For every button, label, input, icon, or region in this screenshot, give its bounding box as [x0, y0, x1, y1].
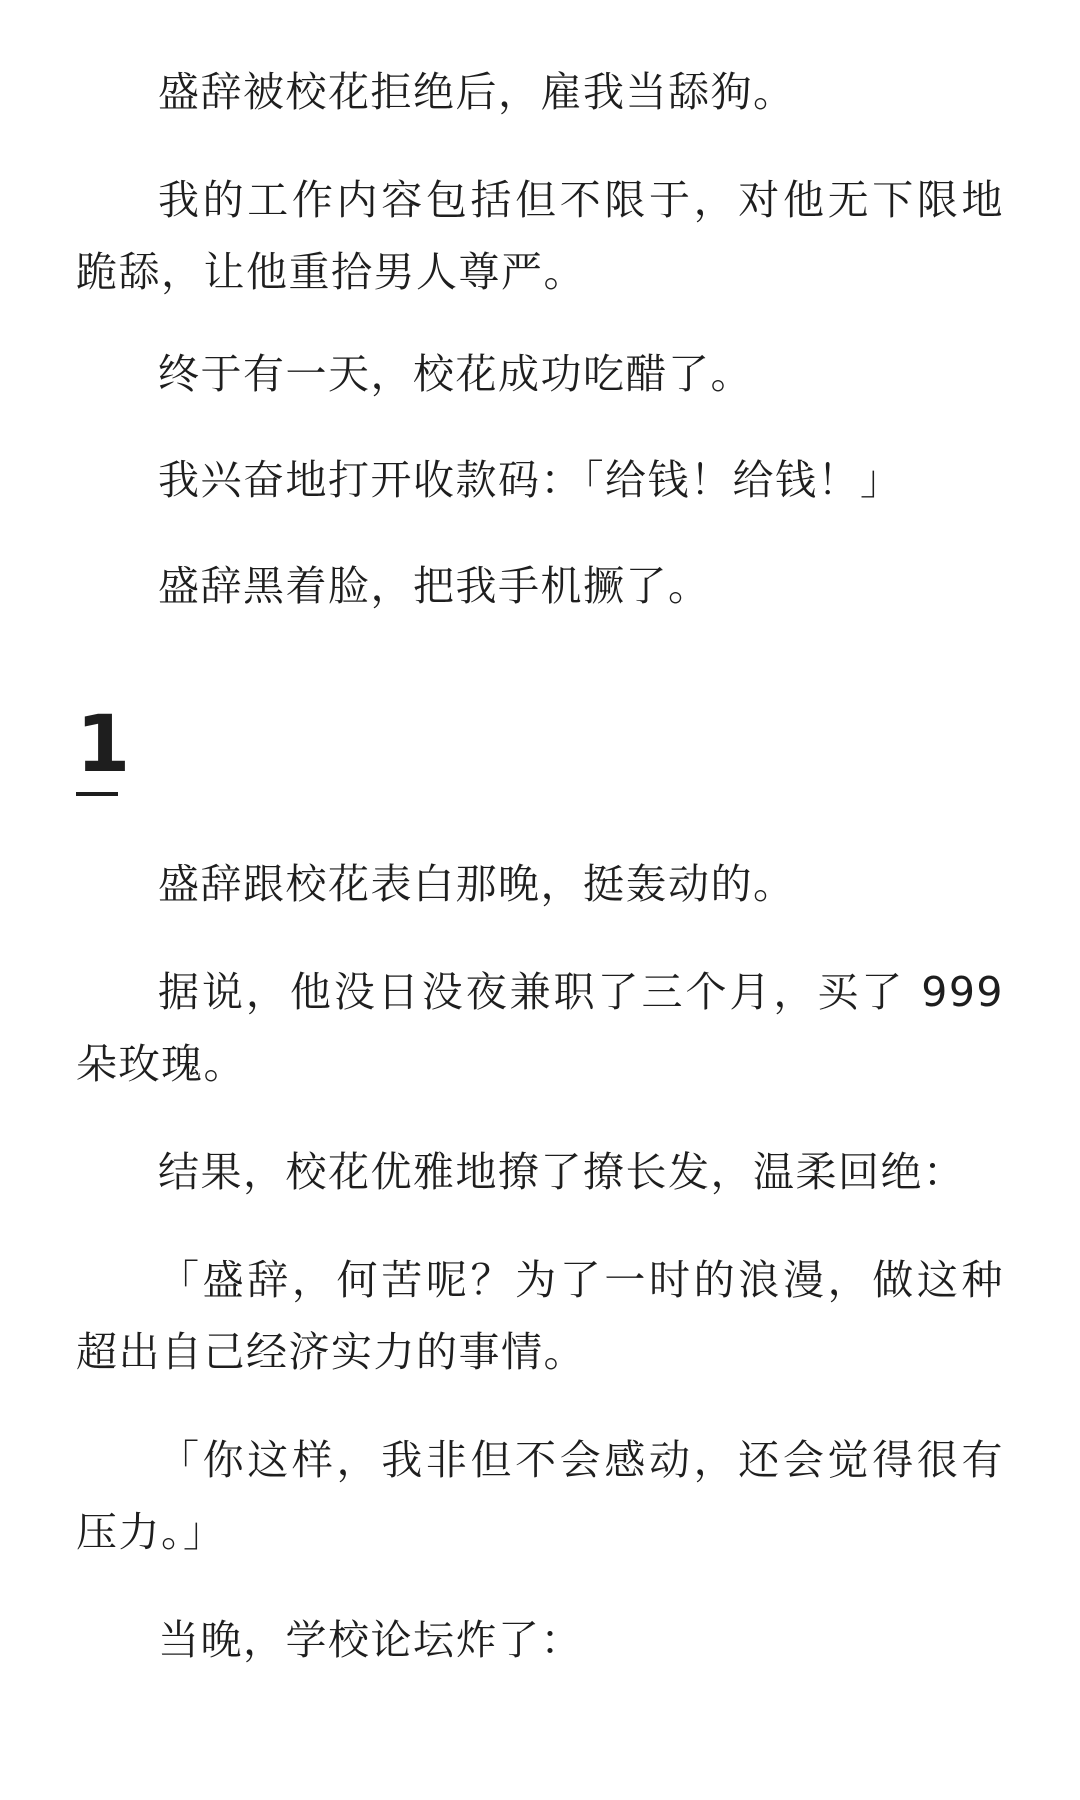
paragraph: 我的工作内容包括但不限于，对他无下限地跪舔，让他重拾男人尊严。 — [76, 176, 1004, 296]
paragraph: 我兴奋地打开收款码：「给钱！给钱！」 — [158, 456, 903, 504]
paragraph: 盛辞黑着脸，把我手机撅了。 — [158, 562, 711, 610]
paragraph: 终于有一天，校花成功吃醋了。 — [158, 350, 753, 398]
paragraph: 结果，校花优雅地撩了撩长发，温柔回绝： — [158, 1148, 966, 1196]
paragraph: 「盛辞，何苦呢？为了一时的浪漫，做这种超出自己经济实力的事情。 — [76, 1256, 1004, 1376]
paragraph: 盛辞被校花拒绝后，雇我当舔狗。 — [158, 68, 796, 116]
paragraph: 据说，他没日没夜兼职了三个月，买了 999 朵玫瑰。 — [76, 968, 1004, 1088]
chapter-heading — [76, 700, 1004, 796]
paragraph: 盛辞跟校花表白那晚，挺轰动的。 — [158, 860, 796, 908]
paragraph: 当晚，学校论坛炸了： — [158, 1616, 583, 1664]
paragraph: 「你这样，我非但不会感动，还会觉得很有压力。」 — [76, 1436, 1004, 1556]
chapter-underline — [76, 792, 118, 796]
chapter-number: 1 — [76, 700, 131, 790]
